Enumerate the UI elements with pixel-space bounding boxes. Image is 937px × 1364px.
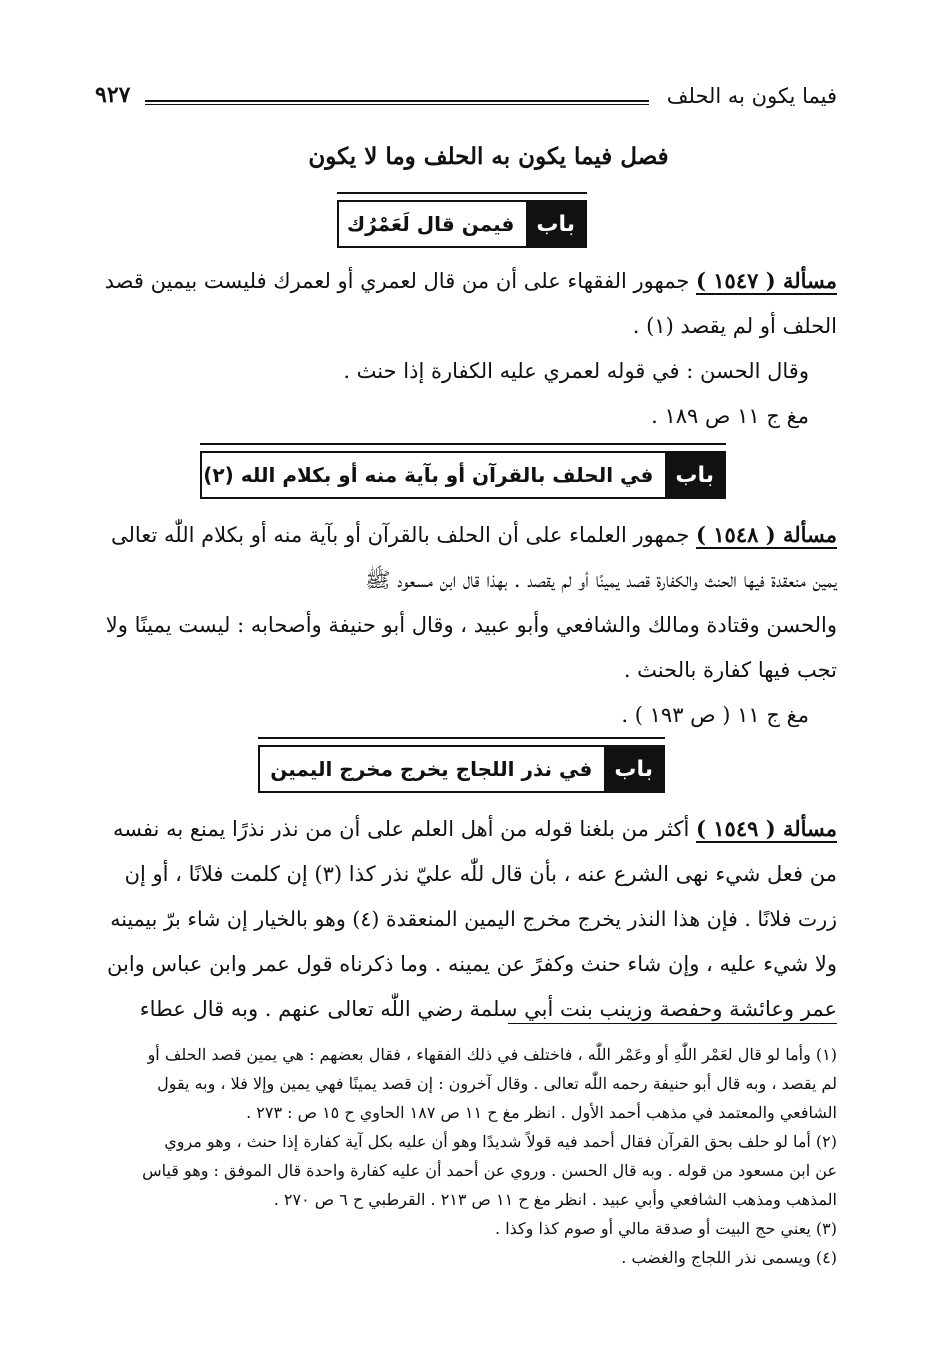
section-tag: باب — [665, 453, 724, 497]
section-heading-box — [337, 200, 587, 248]
footnote-line: لم يقصد ، وبه قال أبو حنيفة رحمه اللّٰه تعالى . وقال آخرون : إن قصد يمينًا فهي يمين وإلا فلا ، وبه يقول — [157, 1074, 837, 1093]
text-line: زرت فلانًا . فإن هذا النذر يخرج مخرج اليمين المنعقدة (٤) وهو بالخيار إن شاء برّ بيمينه — [110, 907, 837, 931]
text-line: تجب فيها كفارة بالحنث . — [623, 658, 837, 682]
section-top-rule — [200, 443, 726, 445]
section-heading-box — [258, 745, 665, 793]
section-top-rule — [258, 737, 665, 739]
text-line: وقال الحسن : في قوله لعمري عليه الكفارة إذا حنث . — [343, 359, 809, 383]
section-heading: فيمن قال لَعَمْرُك — [346, 212, 515, 236]
chapter-title: فصل فيما يكون به الحلف وما لا يكون — [308, 143, 669, 170]
running-header — [95, 82, 837, 118]
header-rule — [145, 100, 649, 105]
reference-line: مغ ج ١١ ص ١٨٩ . — [651, 404, 809, 428]
issue-label: مسألة ( ١٥٤٨ ) — [696, 522, 837, 547]
text-line: والحسن وقتادة ومالك والشافعي وأبو عبيد ، وقال أبو حنيفة وأصحابه : ليست يمينًا ولا — [105, 613, 837, 637]
section-body — [100, 258, 837, 439]
text-line: يمين منعقدة فيها الحنث والكفارة قصد يمينًا أو لم يقصد . بهذا قال ابن مسعود ﷺ — [365, 568, 837, 592]
text-content: أكثر من بلغنا قوله من أهل العلم على أن من نذر نذرًا يمنع به نفسه — [112, 817, 690, 841]
section-top-rule — [337, 192, 587, 194]
section-tag: باب — [604, 747, 663, 791]
section-body — [100, 512, 837, 738]
section-heading: في نذر اللجاج يخرج مخرج اليمين — [270, 757, 593, 781]
issue-label: مسألة ( ١٥٤٧ ) — [696, 268, 837, 293]
text-line: عمر وعائشة وحفصة وزينب بنت أبي سلمة رضي اللّٰه تعالى عنهم . وبه قال عطاء — [139, 997, 837, 1021]
footnote-line: (٣) يعني حج البيت أو صدقة مالي أو صوم كذا وكذا . — [495, 1219, 837, 1238]
footnote-line: عن ابن مسعود من قوله . وبه قال الحسن . وروي عن أحمد أن عليه كفارة واحدة قال الموفق : وهو قياس — [142, 1161, 837, 1180]
text-line — [100, 806, 837, 852]
footnote-line: (٤) ويسمى نذر اللجاج والغضب . — [621, 1248, 837, 1267]
text-line: من فعل شيء نهى الشرع عنه ، بأن قال للّٰه عليّ نذر كذا (٣) إن كلمت فلانًا ، أو إن — [124, 862, 837, 886]
text-content: جمهور العلماء على أن الحلف بالقرآن أو بآية منه أو بكلام اللّٰه تعالى — [111, 523, 690, 547]
footnote-line: المذهب ومذهب الشافعي وأبي عبيد . انظر مغ ح ١١ ص ٢١٣ . القرطبي ح ٦ ص ٢٧٠ . — [273, 1190, 837, 1209]
section-heading-box — [200, 451, 726, 499]
footnote-line: الشافعي والمعتمد في مذهب أحمد الأول . انظر مغ ح ١١ ص ١٨٧ الحاوي ح ١٥ ص : ٢٧٣ . — [246, 1103, 837, 1122]
footnotes — [100, 1040, 837, 1272]
running-title: فيما يكون به الحلف — [666, 84, 837, 108]
footnote-line: (٢) أما لو حلف بحق القرآن فقال أحمد فيه قولاً شديدًا وهو أن عليه بكل آية كفارة إذا حنث ، وهو مروي — [164, 1132, 837, 1151]
reference-line: مغ ج ١١ ( ص ١٩٣ ) . — [621, 703, 809, 727]
text-line — [100, 512, 837, 558]
footnote-rule — [508, 1023, 837, 1024]
page-number: ٩٢٧ — [95, 82, 131, 108]
section-heading: في الحلف بالقرآن أو بآية منه أو بكلام الله (٢) — [203, 463, 654, 487]
footnote-line: (١) وأما لو قال لعَمْر اللّٰهِ أو وعَمْر اللّٰه ، فاختلف في ذلك الفقهاء ، فقال بعضهم : هي يمين قصد الحلف أو — [147, 1045, 837, 1064]
text-line — [100, 258, 837, 304]
text-line: الحلف أو لم يقصد (١) . — [632, 314, 837, 338]
text-line: ولا شيء عليه ، وإن شاء حنث وكفرً عن يمينه . وما ذكرناه قول عمر وابن عباس وابن — [107, 952, 837, 976]
section-body — [100, 806, 837, 1032]
text-content: جمهور الفقهاء على أن من قال لعمري أو لعمرك فليست بيمين قصد — [104, 269, 690, 293]
section-tag: باب — [526, 202, 585, 246]
issue-label: مسألة ( ١٥٤٩ ) — [696, 816, 837, 841]
